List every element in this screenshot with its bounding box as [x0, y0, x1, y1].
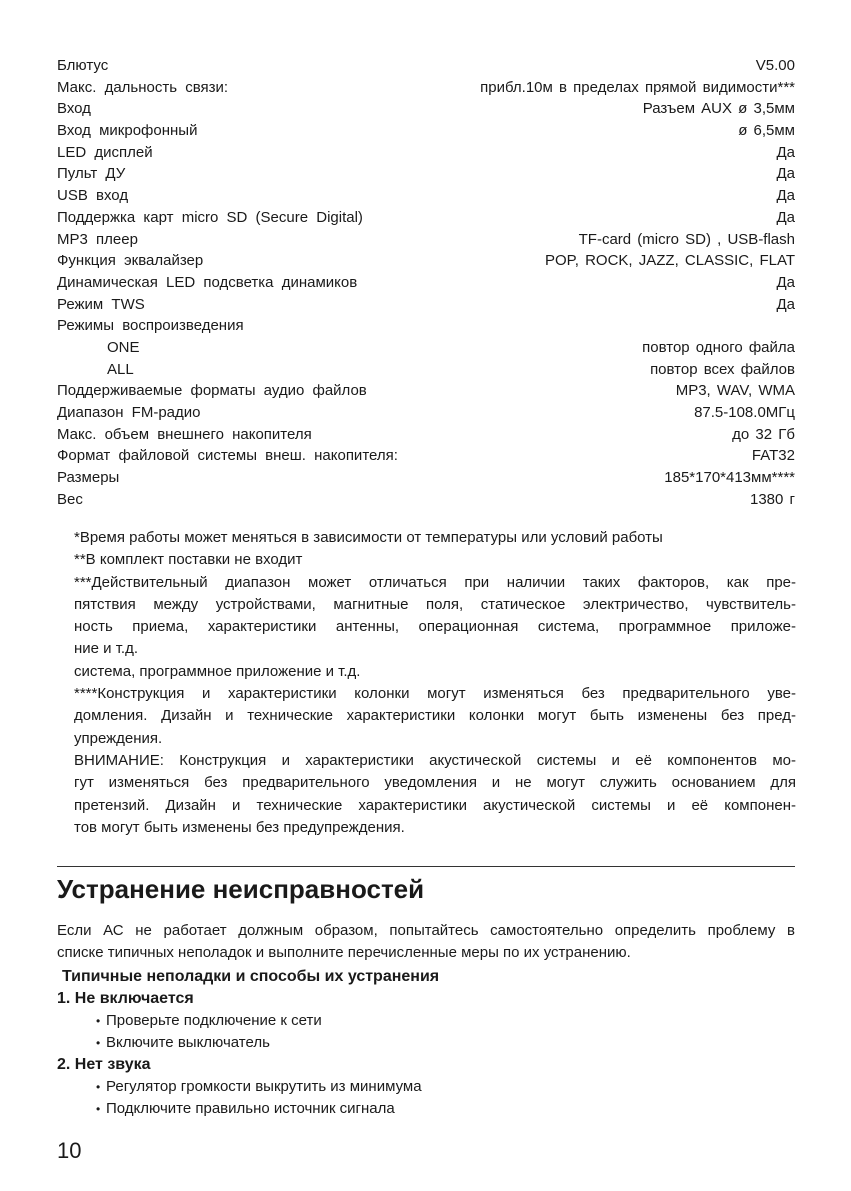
spec-row — [57, 55, 795, 77]
spec-label: Макс. дальность связи: — [57, 78, 229, 96]
footnote-line: пятствия между устройствами, магнитные поля, статическое электричество, чувствитель- — [74, 595, 796, 613]
footnote-line: гут изменяться без предварительного уведомления и не могут служить основанием для — [74, 774, 796, 792]
footnote-line: ность приема, характеристики антенны, операционная система, программное приложе- — [74, 618, 796, 636]
spec-label: ONE — [107, 338, 140, 356]
spec-value: Да — [776, 208, 795, 226]
spec-row — [57, 207, 795, 229]
issue-step-text: Регулятор громкости выкрутить из минимума — [106, 1078, 422, 1095]
issue-title: 1. Не включается — [57, 990, 194, 1007]
spec-value: POP, ROCK, JAZZ, CLASSIC, FLAT — [545, 252, 795, 270]
spec-label: Вес — [57, 490, 83, 508]
issue-step — [57, 1098, 795, 1120]
spec-row — [57, 380, 795, 402]
spec-label: Макс. объем внешнего накопителя — [57, 425, 312, 443]
footnote-line: домления. Дизайн и технические характеристики колонки могут быть изменены без пред- — [74, 707, 796, 725]
spec-value: Да — [776, 295, 795, 313]
spec-label: Поддерживаемые форматы аудио файлов — [57, 382, 367, 400]
spec-label: Формат файловой системы внеш. накопителя: — [57, 447, 398, 465]
spec-value: до 32 Гб — [732, 425, 795, 443]
spec-label: MP3 плеер — [57, 230, 138, 248]
spec-value: Да — [776, 273, 795, 291]
spec-label: Функция эквалайзер — [57, 252, 204, 270]
footnotes — [74, 527, 796, 839]
footnote-line: ние и т.д. — [74, 640, 139, 658]
spec-label: LED дисплей — [57, 143, 153, 161]
bullet-icon: • — [96, 1080, 101, 1094]
spec-value: повтор всех файлов — [650, 360, 795, 378]
footnote-line: ****Конструкция и характеристики колонки могут изменяться без предварительного уве- — [74, 685, 796, 703]
issue-title: 2. Нет звука — [57, 1056, 151, 1073]
footnote-line: *Время работы может меняться в зависимости от температуры или условий работы — [74, 529, 663, 546]
issue-step — [57, 1032, 795, 1054]
bullet-icon: • — [96, 1014, 101, 1028]
footnote-line: **В комплект поставки не входит — [74, 551, 303, 569]
spec-value: Разъем AUX ø 3,5мм — [642, 100, 795, 118]
section-title: Устранение неисправностей — [57, 874, 425, 904]
spec-label: Режим TWS — [57, 295, 145, 313]
bullet-icon: • — [96, 1102, 101, 1116]
footnote-line: претензий. Дизайн и технические характеристики акустической системы и её компонен- — [74, 796, 796, 814]
spec-value: 87.5-108.0МГц — [694, 404, 795, 421]
intro-line: Если АС не работает должным образом, попытайтесь самостоятельно определить проблему в — [57, 922, 795, 939]
intro-line: списке типичных неполадок и выполните перечисленные меры по их устранению. — [57, 944, 631, 961]
spec-row — [57, 294, 795, 316]
spec-value: TF-card (micro SD) , USB-flash — [578, 230, 795, 248]
intro-paragraph — [57, 920, 795, 964]
spec-row — [57, 120, 795, 142]
spec-row — [57, 98, 795, 120]
spec-value: 185*170*413мм**** — [664, 469, 795, 487]
spec-label: Динамическая LED подсветка динамиков — [57, 273, 358, 291]
footnote-line: система, программное приложение и т.д. — [74, 662, 361, 680]
spec-label: USB вход — [57, 187, 129, 205]
page-number: 10 — [57, 1138, 82, 1163]
spec-label: Вход микрофонный — [57, 122, 198, 140]
spec-row — [57, 402, 795, 424]
spec-row — [57, 315, 795, 337]
spec-value: FAT32 — [751, 447, 795, 465]
spec-row — [57, 77, 795, 99]
issues-list — [57, 988, 795, 1120]
spec-row — [57, 142, 795, 164]
spec-value: повтор одного файла — [642, 338, 795, 356]
spec-row — [57, 250, 795, 272]
spec-row — [57, 445, 795, 467]
spec-label: Вход — [57, 100, 91, 118]
spec-row — [57, 489, 795, 511]
spec-value: 1380 г — [749, 490, 795, 508]
footnote-line: упреждения. — [74, 729, 163, 747]
spec-row — [57, 337, 795, 359]
issue-step-text: Проверьте подключение к сети — [106, 1012, 322, 1029]
spec-value: Да — [776, 165, 795, 183]
spec-label: Режимы воспроизведения — [57, 317, 244, 335]
spec-row — [57, 163, 795, 185]
issue-step-text: Подключите правильно источник сигнала — [106, 1100, 395, 1117]
spec-label: Поддержка карт micro SD (Secure Digital) — [57, 208, 363, 226]
spec-value: MP3, WAV, WMA — [675, 382, 795, 400]
issue-step-text: Включите выключатель — [106, 1034, 270, 1051]
spec-row — [57, 185, 795, 207]
spec-value: ø 6,5мм — [738, 122, 795, 140]
spec-label: Блютус — [57, 57, 109, 74]
bullet-icon: • — [96, 1036, 101, 1050]
spec-value: V5.00 — [755, 57, 795, 74]
spec-row — [57, 359, 795, 381]
issue-step — [57, 1010, 795, 1032]
spec-label: Размеры — [57, 469, 120, 487]
footnote-line: тов могут быть изменены без предупреждения. — [74, 818, 405, 836]
spec-value: прибл.10м в пределах прямой видимости*** — [480, 78, 795, 96]
spec-row — [57, 467, 795, 489]
spec-row — [57, 229, 795, 251]
issue-step — [57, 1076, 795, 1098]
spec-label: Диапазон FM-радио — [57, 404, 201, 421]
footnote-line: ***Действительный диапазон может отличаться при наличии таких факторов, как пре- — [74, 573, 796, 591]
spec-value: Да — [776, 187, 795, 205]
spec-label: ALL — [107, 360, 134, 378]
subheading: Типичные неполадки и способы их устранения — [62, 968, 440, 985]
footnote-line: ВНИМАНИЕ: Конструкция и характеристики акустической системы и её компонентов мо- — [74, 751, 796, 769]
spec-value: Да — [776, 143, 795, 161]
spec-row — [57, 272, 795, 294]
spec-label: Пульт ДУ — [57, 165, 126, 183]
spec-row — [57, 424, 795, 446]
spec-table — [57, 55, 795, 510]
section-divider — [57, 866, 795, 867]
